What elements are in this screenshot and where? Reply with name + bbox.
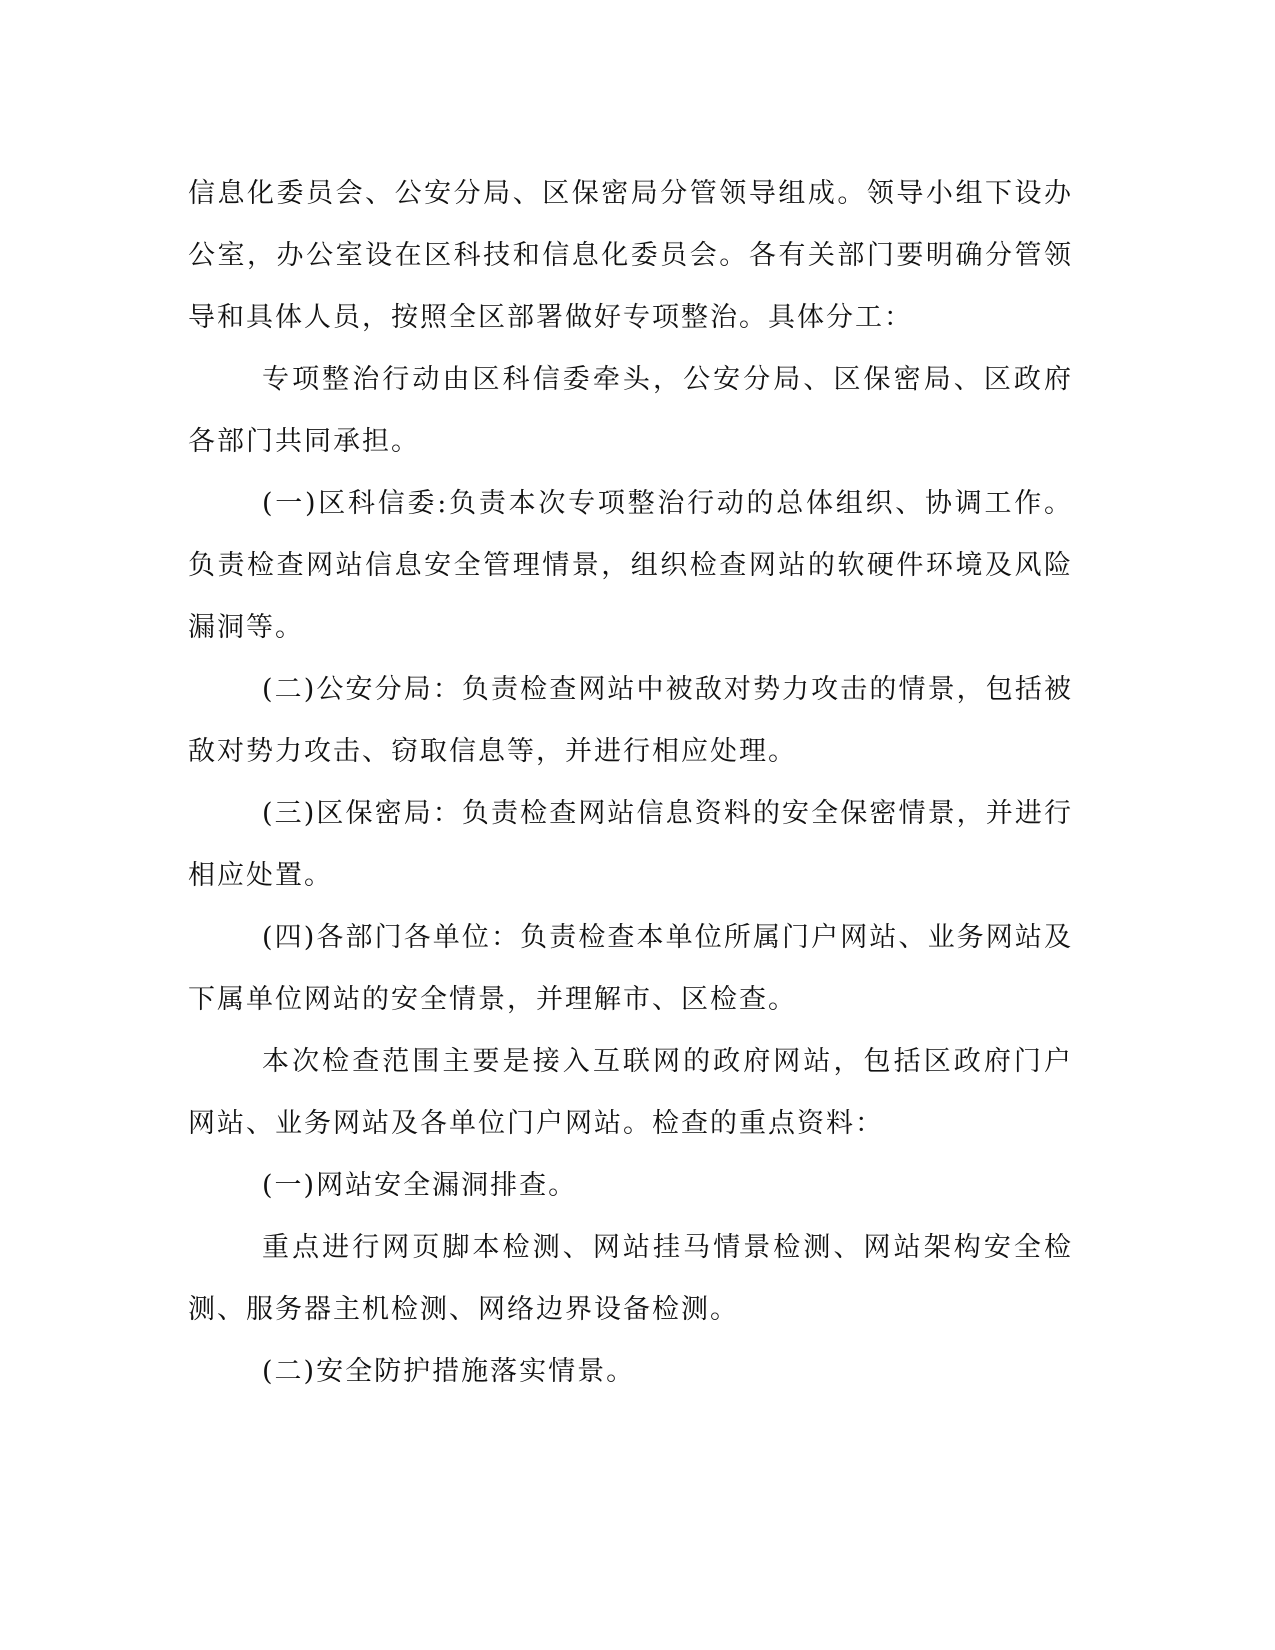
paragraph: (二)公安分局：负责检查网站中被敌对势力攻击的情景，包括被敌对势力攻击、窃取信息等，并进行相应处理。 xyxy=(188,674,1073,767)
paragraph: (三)区保密局：负责检查网站信息资料的安全保密情景，并进行相应处置。 xyxy=(188,798,1073,891)
document-body xyxy=(188,163,1073,1403)
paragraph: 重点进行网页脚本检测、网站挂马情景检测、网站架构安全检测、服务器主机检测、网络边界设备检测。 xyxy=(188,1232,1073,1325)
paragraph: 专项整治行动由区科信委牵头，公安分局、区保密局、区政府各部门共同承担。 xyxy=(188,364,1073,457)
paragraph: (二)安全防护措施落实情景。 xyxy=(262,1356,636,1387)
paragraph: 信息化委员会、公安分局、区保密局分管领导组成。领导小组下设办公室，办公室设在区科技和信息化委员会。各有关部门要明确分管领导和具体人员，按照全区部署做好专项整治。具体分工： xyxy=(188,178,1073,333)
paragraph: (一)区科信委:负责本次专项整治行动的总体组织、协调工作。负责检查网站信息安全管理情景，组织检查网站的软硬件环境及风险漏洞等。 xyxy=(188,488,1073,643)
paragraph: (一)网站安全漏洞排查。 xyxy=(262,1170,578,1201)
paragraph: 本次检查范围主要是接入互联网的政府网站，包括区政府门户网站、业务网站及各单位门户网站。检查的重点资料： xyxy=(188,1046,1073,1139)
paragraph: (四)各部门各单位：负责检查本单位所属门户网站、业务网站及下属单位网站的安全情景，并理解市、区检查。 xyxy=(188,922,1073,1015)
